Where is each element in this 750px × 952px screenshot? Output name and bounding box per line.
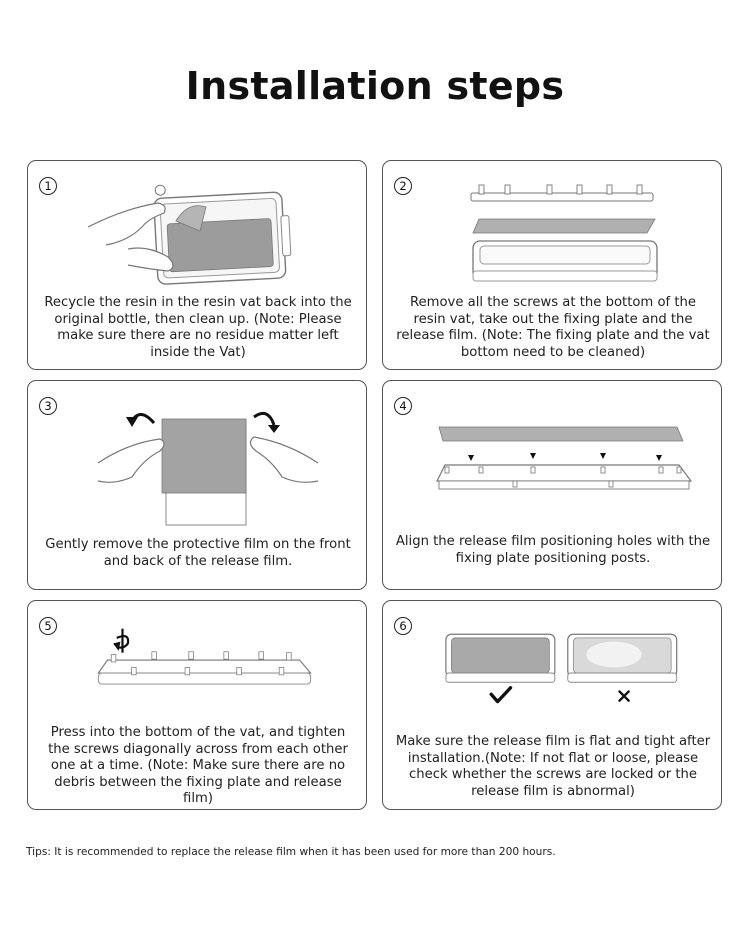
step-card-2 (382, 160, 722, 370)
step-number-1: 1 (39, 177, 57, 195)
step-card-5 (27, 600, 367, 810)
flat-film-comparison-illustration (383, 601, 723, 721)
step-description-4: Align the release film positioning holes with the fixing plate positioning posts. (395, 534, 711, 566)
step-number-3: 3 (39, 397, 57, 415)
step-card-6 (382, 600, 722, 810)
step-number-4: 4 (394, 397, 412, 415)
step-number-6: 6 (394, 617, 412, 635)
step-card-3 (27, 380, 367, 590)
step-card-4 (382, 380, 722, 590)
resin-vat-illustration (28, 161, 368, 291)
align-film-illustration (383, 381, 723, 531)
tighten-screws-illustration (28, 601, 368, 721)
step-number-2: 2 (394, 177, 412, 195)
step-card-1 (27, 160, 367, 370)
exploded-vat-illustration (383, 161, 723, 291)
check-icon (491, 688, 510, 702)
tips-note: Tips: It is recommended to replace the release film when it has been used for more than 200 hours. (26, 846, 556, 858)
step-description-5: Press into the bottom of the vat, and tighten the screws diagonally across from each other one at a time. (Note: Make sure there are no debris between the fixing plate and release film) (48, 725, 348, 807)
peel-film-illustration (28, 381, 368, 531)
cross-icon (619, 691, 628, 700)
step-number-5: 5 (39, 617, 57, 635)
step-description-3: Gently remove the protective film on the front and back of the release film. (45, 537, 351, 569)
step-description-6: Make sure the release film is flat and tight after installation.(Note: If not flat or loose, please check whether the screws are locked or the release film is abnormal) (395, 734, 711, 799)
step-description-1: Recycle the resin in the resin vat back into the original bottle, then clean up. (Note: Please make sure there are no residue matter left inside the Vat) (44, 295, 352, 360)
page-title: Installation steps (185, 64, 565, 108)
step-description-2: Remove all the screws at the bottom of the resin vat, take out the fixing plate and the release film. (Note: The fixing plate and the vat bottom need to be cleaned) (396, 295, 710, 360)
